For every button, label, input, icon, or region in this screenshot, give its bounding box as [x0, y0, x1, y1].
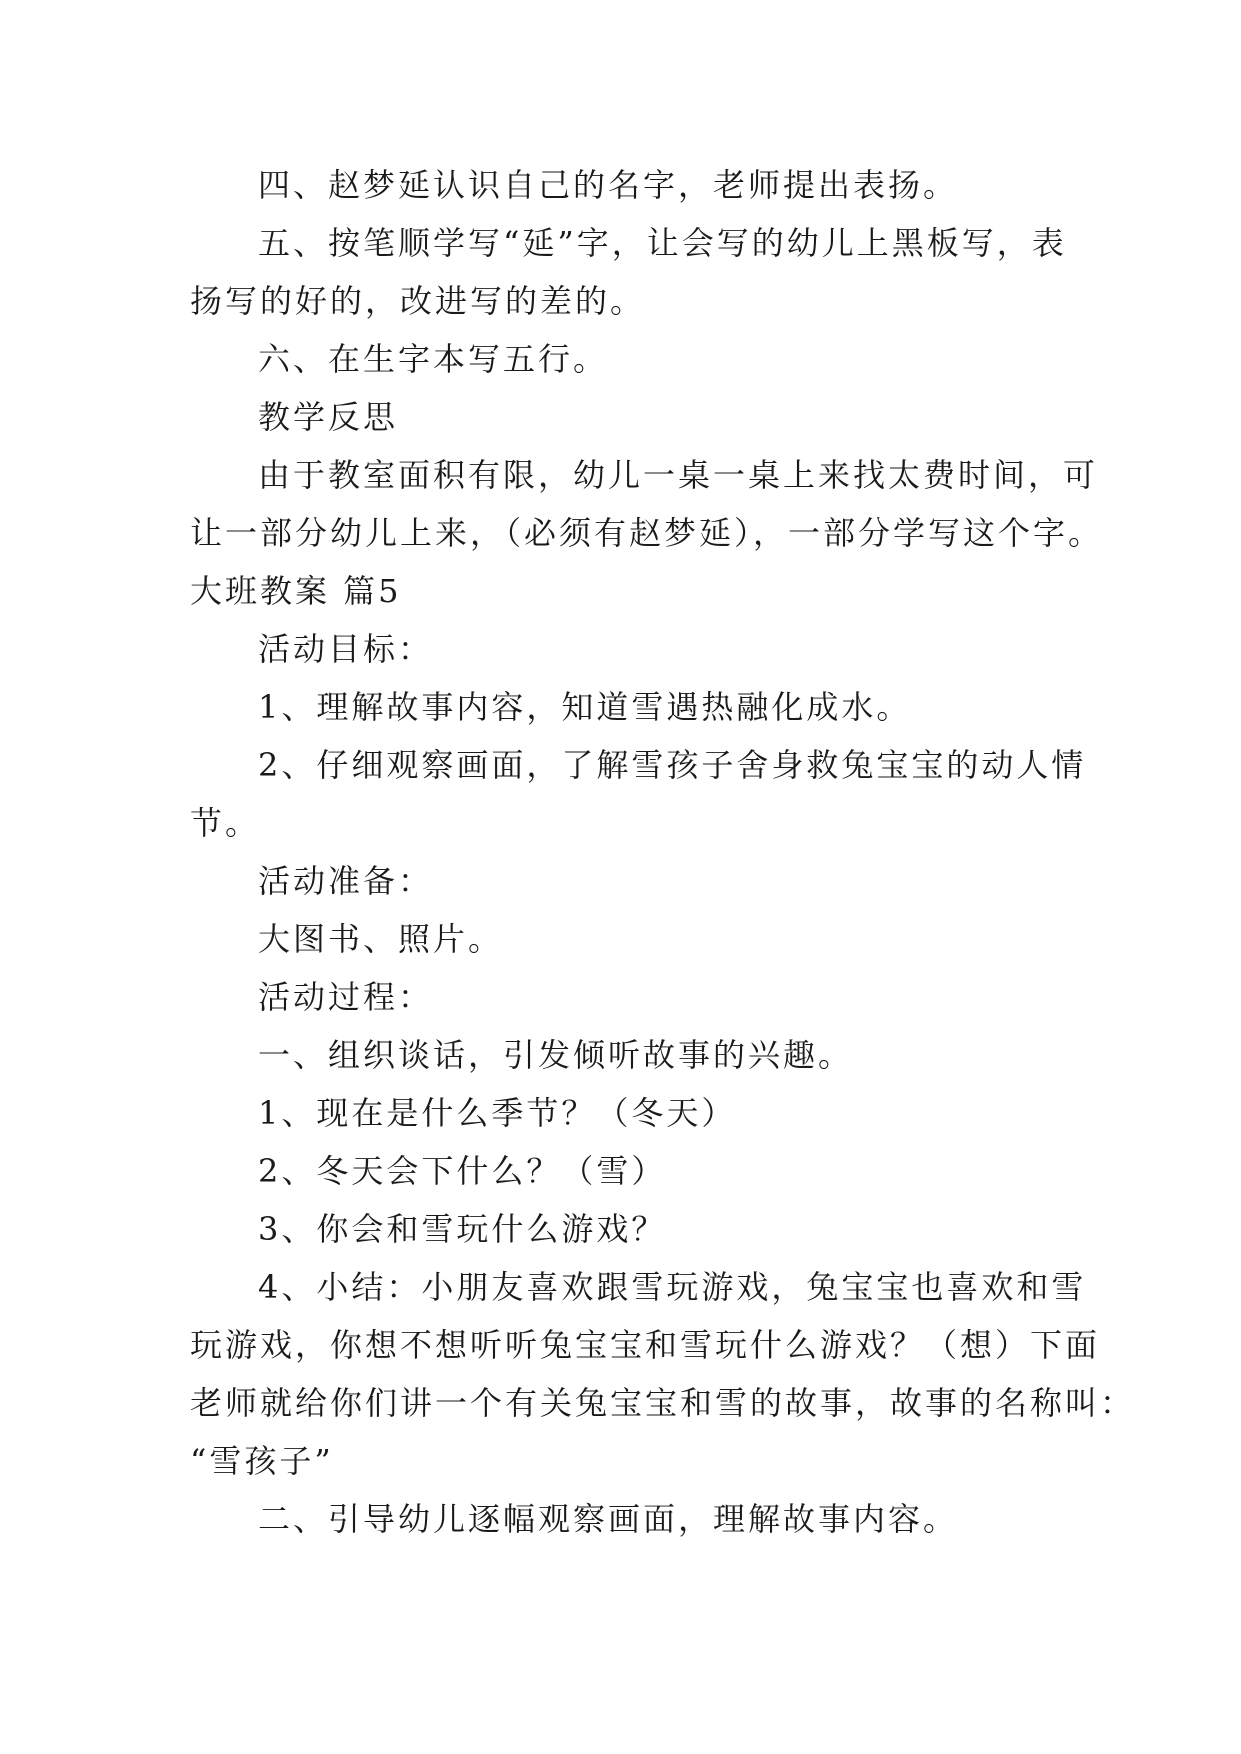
list-item: 节。	[190, 804, 261, 842]
list-item: 1、现在是什么季节？（冬天）	[258, 1094, 737, 1132]
paragraph-line: 由于教室面积有限，幼儿一桌一桌上来找太费时间，可	[258, 456, 1099, 494]
paragraph-line: 让一部分幼儿上来，（必须有赵梦延），一部分学写这个字。	[190, 514, 1104, 552]
paragraph-line: 四、赵梦延认识自己的名字，老师提出表扬。	[258, 166, 959, 204]
paragraph-line: 一、组织谈话，引发倾听故事的兴趣。	[258, 1036, 854, 1074]
paragraph-line: 五、按笔顺学写“延”字，让会写的幼儿上黑板写，表	[258, 224, 1067, 262]
paragraph-line: 大图书、照片。	[258, 920, 504, 958]
paragraph-line: 玩游戏，你想不想听听兔宝宝和雪玩什么游戏？（想）下面	[190, 1326, 1101, 1364]
paragraph-line: 六、在生字本写五行。	[258, 340, 609, 378]
paragraph-line: 二、引导幼儿逐幅观察画面，理解故事内容。	[258, 1500, 959, 1538]
section-heading: 教学反思	[258, 398, 399, 436]
lesson-title: 大班教案 篇5	[190, 572, 402, 610]
section-heading: 活动目标：	[258, 630, 434, 668]
paragraph-line: “雪孩子”	[190, 1442, 334, 1480]
list-item: 2、冬天会下什么？（雪）	[258, 1152, 667, 1190]
section-heading: 活动准备：	[258, 862, 434, 900]
section-heading: 活动过程：	[258, 978, 434, 1016]
paragraph-line: 老师就给你们讲一个有关兔宝宝和雪的故事，故事的名称叫：	[190, 1384, 1136, 1422]
list-item: 3、你会和雪玩什么游戏？	[258, 1210, 667, 1248]
list-item: 1、理解故事内容，知道雪遇热融化成水。	[258, 688, 912, 726]
list-item: 2、仔细观察画面，了解雪孩子舍身救兔宝宝的动人情	[258, 746, 1087, 784]
list-item: 4、小结：小朋友喜欢跟雪玩游戏，兔宝宝也喜欢和雪	[258, 1268, 1087, 1306]
paragraph-line: 扬写的好的，改进写的差的。	[190, 282, 646, 320]
